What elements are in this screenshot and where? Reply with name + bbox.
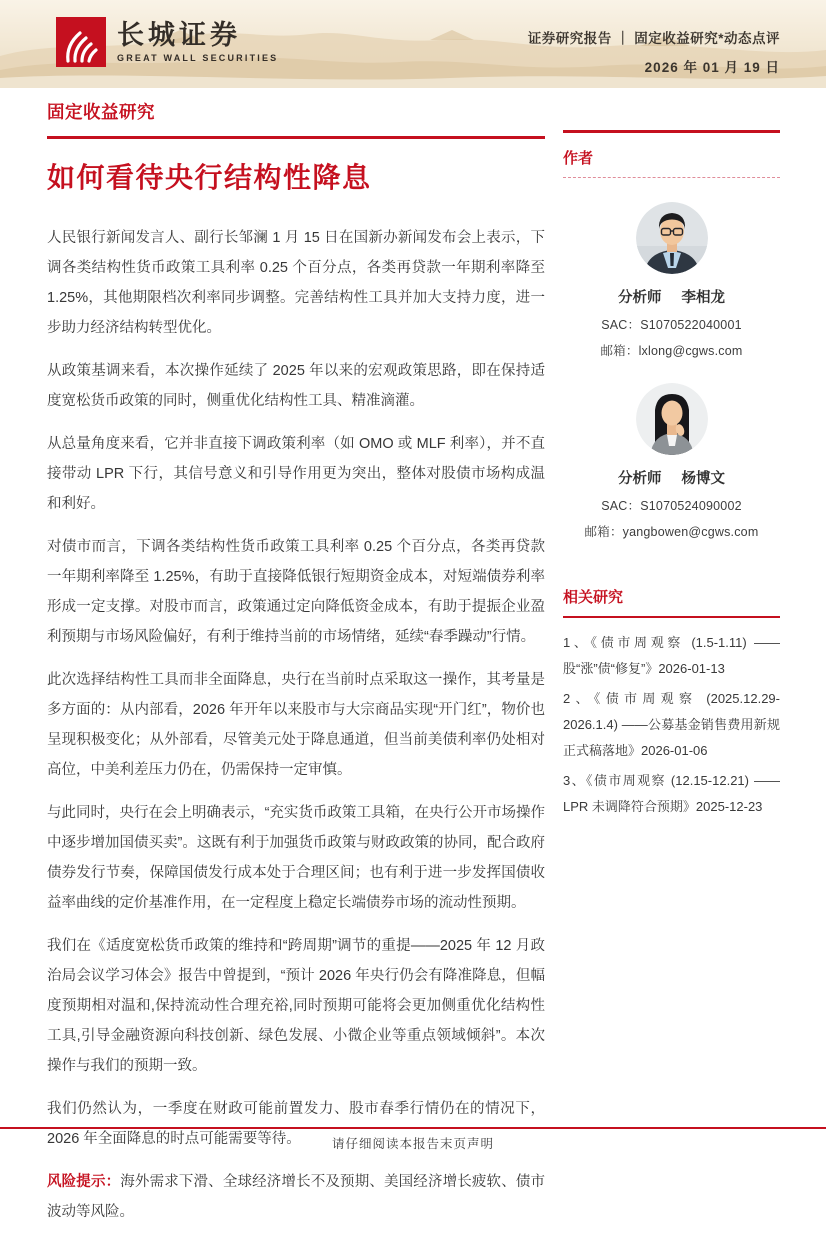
brand-logo: [56, 17, 278, 67]
related-research-item: 1、《债市周观察 (1.5-1.11) ——股“涨”债“修复”》2026-01-13: [563, 635, 780, 676]
paragraph: 我们在《适度宽松货币政策的维持和“跨周期”调节的重提——2025 年 12 月政治局会议学习体会》报告中曾提到，“预计 2026 年央行仍会有降准降息，但幅度预期相对温和,保持流动性合理充裕,同时预期可能将会更加侧重优化结构性工具,引导金融资源向科技创新、绿色发展、小微企业等重点领域倾斜”。本次操作与我们的预期一致。: [47, 938, 545, 1074]
analyst-card: [563, 202, 780, 359]
paragraph: 人民银行新闻发言人、副行长邹澜 1 月 15 日在国新办新闻发布会上表示，下调各类结构性货币政策工具利率 0.25 个百分点，各类再贷款一年期利率降至 1.25%，其他期限档次利率同步调整。完善结构性工具并加大支持力度，进一步助力经济结构转型优化。: [47, 230, 545, 336]
sidebar: [563, 99, 780, 824]
analyst-photo-female: [636, 383, 708, 455]
report-header-banner: [0, 0, 826, 88]
analyst-role: 分析师: [618, 471, 662, 487]
analyst-sac: SAC：S1070522040001: [601, 318, 742, 332]
paragraph: 与此同时，央行在会上明确表示，“充实货币政策工具箱，在央行公开市场操作中逐步增加国债买卖”。这既有利于加强货币政策与财政政策的协同，配合政府债券发行节奏，保障国债发行成本处于合理区间；也有利于进一步发挥国债收益率曲线的定价基准作用，在一定程度上稳定长端债券市场的流动性预期。: [47, 805, 545, 911]
related-research-list: [563, 630, 780, 820]
report-category: 证券研究报告 ｜ 固定收益研究*动态点评: [527, 31, 780, 46]
paragraph: 我们仍然认为，一季度在财政可能前置发力、股市春季行情仍在的情况下，2026 年全面降息的时点可能需要等待。: [47, 1101, 545, 1147]
brand-name-en: GREAT WALL SECURITIES: [117, 52, 279, 63]
analyst-name: 杨博文: [681, 471, 725, 487]
report-body: [47, 223, 545, 1227]
related-research-item: 2、《债市周观察 (2025.12.29-2026.1.4) ——公募基金销售费用新规正式稿落地》2026-01-06: [563, 691, 780, 758]
great-wall-securities-logo-icon: [56, 17, 106, 67]
related-research-item: 3、《债市周观察 (12.15-12.21) ——LPR 未调降符合预期》2025-12-23: [563, 773, 780, 814]
paragraph: 从总量角度来看，它并非直接下调政策利率（如 OMO 或 MLF 利率），并不直接带动 LPR 下行，其信号意义和引导作用更为突出，整体对股债市场构成温和利好。: [47, 436, 545, 512]
paragraph: 对债市而言，下调各类结构性货币政策工具利率 0.25 个百分点，各类再贷款一年期利率降至 1.25%，有助于直接降低银行短期资金成本，对短端债券利率形成一定支撑。对股市而言，政策通过定向降低资金成本，有助于提振企业盈利预期与市场风险偏好，有利于维持当前的市场情绪，延续“春季躁动”行情。: [47, 539, 545, 645]
related-research-title: 相关研究: [563, 586, 780, 618]
analyst-card: [563, 383, 780, 540]
analyst-name: 李相龙: [681, 290, 725, 306]
footer-divider: [0, 1127, 826, 1129]
main-column: [47, 99, 545, 1240]
analyst-email: 邮箱：lxlong@cgws.com: [600, 344, 743, 358]
analyst-sac: SAC：S1070524090002: [601, 499, 742, 513]
sidebar-divider: [563, 99, 780, 133]
paragraph: 此次选择结构性工具而非全面降息，央行在当前时点采取这一操作，其考量是多方面的：从内部看，2026 年开年以来股市与大宗商品实现“开门红”，物价也呈现积极变化；从外部看，尽管美元处于降息通道，但当前美债利率仍处相对高位，中美利差压力仍在，仍需保持一定审慎。: [47, 672, 545, 778]
footer-disclaimer: 请仔细阅读本报告末页声明: [331, 1137, 494, 1151]
analyst-email: 邮箱：yangbowen@cgws.com: [584, 525, 759, 539]
report-date: 2026 年 01 月 19 日: [644, 60, 780, 75]
analyst-photo-male: [636, 202, 708, 274]
section-label: 固定收益研究: [47, 99, 545, 139]
page-title: 如何看待央行结构性降息: [47, 162, 372, 193]
risk-paragraph: [47, 1167, 545, 1227]
authors-section-title: 作者: [563, 147, 780, 178]
analyst-role: 分析师: [618, 290, 662, 306]
risk-text: 海外需求下滑、全球经济增长不及预期、美国经济增长疲软、债市波动等风险。: [47, 1174, 546, 1220]
brand-name-cn: 长城证券: [117, 19, 241, 50]
risk-label: 风险提示：: [47, 1174, 121, 1190]
paragraph: 从政策基调来看，本次操作延续了 2025 年以来的宏观政策思路，即在保持适度宽松货币政策的同时，侧重优化结构性工具、精准滴灌。: [47, 363, 545, 409]
